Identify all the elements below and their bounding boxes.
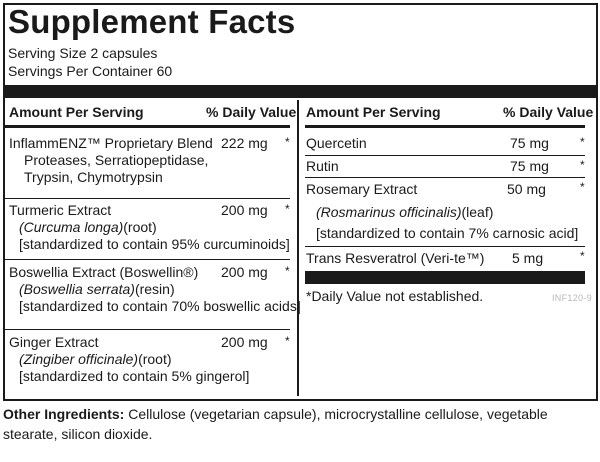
boswellia-name: Boswellia Extract (Boswellin®): [9, 264, 199, 280]
ginger-source: (Zingiber officinale)(root): [19, 351, 172, 367]
resveratrol-amount: 5 mg: [512, 250, 544, 266]
ginger-standardization: [standardized to contain 5% gingerol]: [19, 368, 250, 384]
turmeric-name: Turmeric Extract: [9, 202, 112, 218]
inflammenz-components-1: Proteases, Serratiopeptidase,: [24, 152, 209, 168]
amount-header-right: Amount Per Serving: [306, 104, 441, 120]
rosemary-source: (Rosmarinus officinalis)(leaf): [316, 204, 494, 220]
turmeric-source: (Curcuma longa)(root): [19, 219, 157, 235]
row-divider: [5, 329, 290, 330]
boswellia-amount: 200 mg: [221, 264, 268, 280]
other-ingredients-label: Other Ingredients:: [3, 406, 125, 422]
ginger-dv: *: [285, 334, 290, 348]
rosemary-dv: *: [580, 180, 585, 194]
resveratrol-name: Trans Resveratrol (Veri-te™): [306, 250, 485, 266]
other-ingredients: [3, 404, 593, 444]
boswellia-dv: *: [285, 264, 290, 278]
row-divider: [5, 198, 290, 199]
rutin-amount: 75 mg: [510, 158, 549, 174]
row-divider: [305, 155, 585, 156]
panel-title: Supplement Facts: [8, 3, 296, 40]
inflammenz-amount: 222 mg: [221, 135, 268, 151]
other-ingredients-text: Cellulose (vegetarian capsule), microcrystalline cellulose, vegetable stearate, silicon dioxide.: [3, 406, 548, 442]
ginger-amount: 200 mg: [221, 334, 268, 350]
daily-value-note: *Daily Value not established.: [306, 288, 484, 304]
turmeric-dv: *: [285, 202, 290, 216]
boswellia-standardization: [standardized to contain 70% boswellic acids]: [19, 298, 301, 314]
ginger-name: Ginger Extract: [9, 334, 99, 350]
servings-per-container: Servings Per Container 60: [8, 63, 173, 79]
dv-header-right: % Daily Value: [503, 104, 594, 120]
turmeric-standardization: [standardized to contain 95% curcuminoids]: [19, 236, 290, 252]
serving-size: Serving Size 2 capsules: [8, 45, 158, 61]
header-rule-left: [5, 125, 290, 128]
amount-header-left: Amount Per Serving: [9, 104, 144, 120]
rosemary-name: Rosemary Extract: [306, 181, 418, 197]
boswellia-source: (Boswellia serrata)(resin): [19, 281, 175, 297]
row-divider: [305, 177, 585, 178]
quercetin-name: Quercetin: [306, 135, 367, 151]
turmeric-amount: 200 mg: [221, 202, 268, 218]
thick-divider-right: [305, 271, 585, 284]
inflammenz-dv: *: [285, 135, 290, 149]
dv-header-left: % Daily Value: [206, 104, 297, 120]
row-divider: [305, 246, 585, 247]
quercetin-amount: 75 mg: [510, 135, 549, 151]
label-code: INF120-9: [552, 293, 592, 303]
rosemary-amount: 50 mg: [507, 181, 546, 197]
rutin-dv: *: [580, 158, 585, 172]
column-divider: [297, 100, 299, 396]
resveratrol-dv: *: [580, 249, 585, 263]
row-divider: [5, 259, 290, 260]
rutin-name: Rutin: [306, 158, 339, 174]
inflammenz-name: InflammENZ™ Proprietary Blend: [9, 135, 213, 151]
inflammenz-components-2: Trypsin, Chymotrypsin: [24, 169, 163, 185]
header-rule-right: [305, 125, 585, 128]
rosemary-standardization: [standardized to contain 7% carnosic acid]: [316, 225, 579, 241]
quercetin-dv: *: [580, 135, 585, 149]
thick-divider: [3, 85, 597, 98]
